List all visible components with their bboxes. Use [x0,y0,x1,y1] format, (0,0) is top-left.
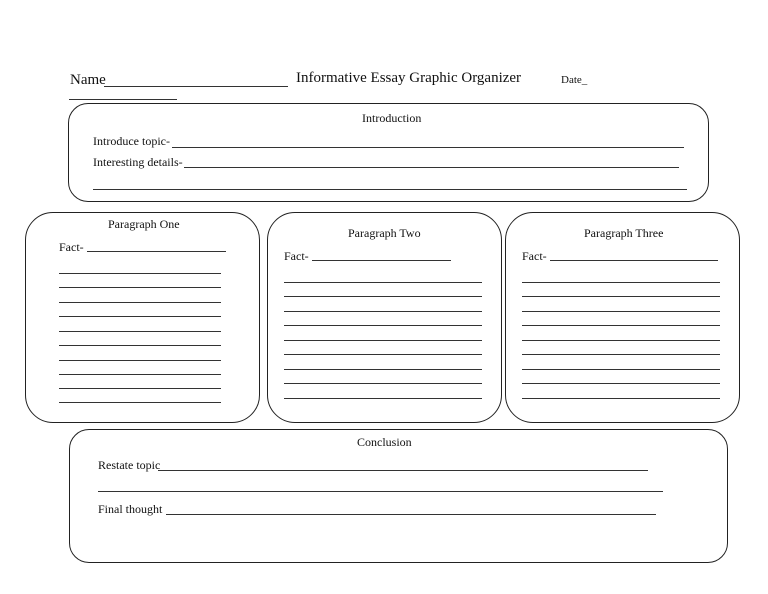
paragraph-one-box [25,212,260,423]
paragraph-two-box [267,212,502,423]
paragraph-two-line[interactable] [284,369,482,370]
paragraph-two-line[interactable] [284,311,482,312]
paragraph-one-fact-label: Fact- [59,240,84,254]
introduce-topic-label: Introduce topic- [93,134,170,148]
final-thought-label: Final thought [98,502,163,516]
paragraph-three-heading: Paragraph Three [584,226,664,240]
interesting-details-label: Interesting details- [93,155,183,169]
paragraph-three-fact-field[interactable] [550,260,718,261]
paragraph-one-line[interactable] [59,273,221,274]
paragraph-three-line[interactable] [522,398,720,399]
restate-topic-field[interactable] [158,470,648,471]
paragraph-one-line[interactable] [59,388,221,389]
paragraph-one-line[interactable] [59,345,221,346]
paragraph-one-line[interactable] [59,402,221,403]
paragraph-one-fact-field[interactable] [87,251,226,252]
date-label: Date_ [561,74,588,86]
paragraph-three-line[interactable] [522,296,720,297]
conclusion-box [69,429,728,563]
paragraph-three-box [505,212,740,423]
paragraph-three-line[interactable] [522,369,720,370]
paragraph-one-line[interactable] [59,331,221,332]
paragraph-two-line[interactable] [284,325,482,326]
conclusion-heading: Conclusion [357,435,412,449]
name-field-continued[interactable] [69,99,177,100]
name-label: Name [70,72,106,88]
paragraph-two-line[interactable] [284,383,482,384]
paragraph-one-line[interactable] [59,287,221,288]
paragraph-three-line[interactable] [522,311,720,312]
introduction-box [68,103,709,202]
paragraph-one-line[interactable] [59,302,221,303]
paragraph-two-line[interactable] [284,282,482,283]
page-title: Informative Essay Graphic Organizer [296,70,522,86]
name-field[interactable] [104,86,288,87]
restate-topic-field-continued[interactable] [98,491,663,492]
paragraph-three-line[interactable] [522,354,720,355]
paragraph-two-line[interactable] [284,354,482,355]
interesting-details-field-continued[interactable] [93,189,687,190]
paragraph-one-line[interactable] [59,374,221,375]
paragraph-three-line[interactable] [522,383,720,384]
paragraph-three-line[interactable] [522,325,720,326]
paragraph-two-line[interactable] [284,296,482,297]
paragraph-two-line[interactable] [284,398,482,399]
paragraph-three-line[interactable] [522,282,720,283]
restate-topic-label: Restate topic [98,458,161,472]
paragraph-two-heading: Paragraph Two [348,226,421,240]
paragraph-one-line[interactable] [59,316,221,317]
paragraph-two-fact-field[interactable] [312,260,451,261]
introduction-heading: Introduction [362,111,422,125]
interesting-details-field[interactable] [184,167,679,168]
paragraph-three-line[interactable] [522,340,720,341]
paragraph-two-line[interactable] [284,340,482,341]
paragraph-one-line[interactable] [59,360,221,361]
introduce-topic-field[interactable] [172,147,684,148]
paragraph-three-fact-label: Fact- [522,249,547,263]
paragraph-two-fact-label: Fact- [284,249,309,263]
paragraph-one-heading: Paragraph One [108,217,180,231]
final-thought-field[interactable] [166,514,656,515]
